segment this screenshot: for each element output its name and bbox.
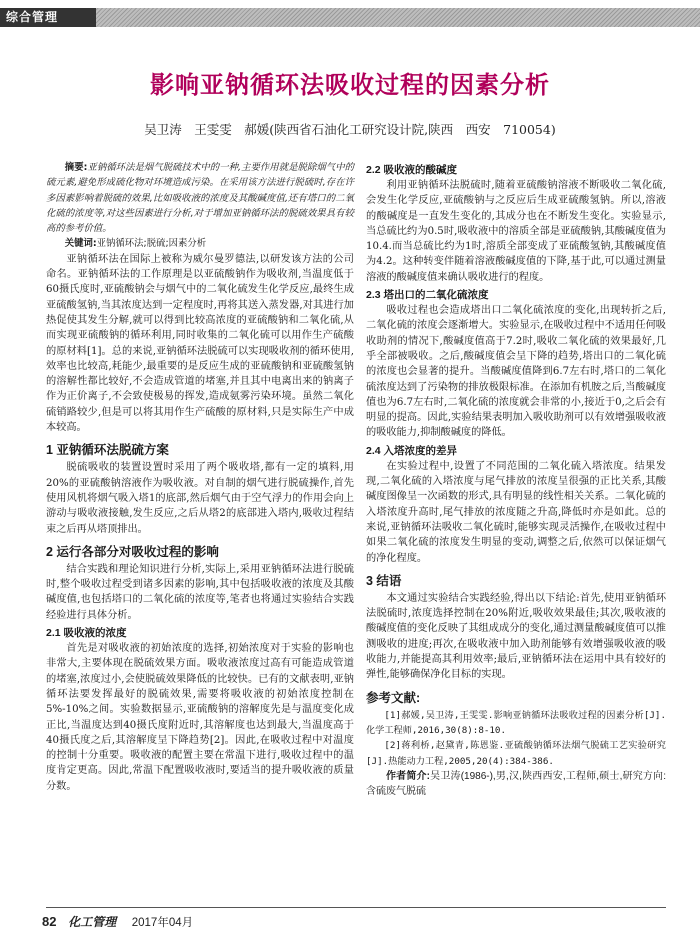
references-heading: 参考文献: [366,690,421,705]
section-3-text: 本文通过实验结合实践经验,得出以下结论:首先,使用亚钠循环法脱硫时,浓度选择控制在20%附近,吸收效果最佳;其次,吸收液的酸碱度值的变化反映了其组成成分的变化,通过测量酸碱度值可以推测吸收的进度;再次,在吸收液中加入助剂能够有效增强吸收液的吸收能力,并能提高其利用效率;最后,亚钠循环法在运用中具有较好的弹性,能够确保净化目标的实现。 [366,592,666,681]
author-note [366,769,666,800]
keywords [46,236,354,251]
section-1-heading: 1 亚钠循环法脱硫方案 [46,443,169,458]
abstract-text: 亚钠循环法是烟气脱硫技术中的一种,主要作用就是脱除烟气中的硫元素,避免形成硫化物对环境造成污染。在采用该方法进行脱硫时,存在许多因素影响着脱硫的效果,比如吸收液的浓度及其酸碱度值,还有塔口的二氧化硫的浓度等,对这些因素进行分析,对于增加亚钠循环法的脱硫效果具有较高的参考价值。 [46,162,354,235]
intro-paragraph: 亚钠循环法在国际上被称为威尔曼罗德法,以研发该方法的公司命名。亚钠循环法的工作原理是以亚硫酸钠作为吸收剂,当温度低于60摄氏度时,亚硫酸钠会与烟气中的二氧化硫发生化学反应,最终生成亚硫酸氢钠,当其浓度达到一定程度时,再将其送入蒸发器,对其进行加热促使其发生分解,就可以得到比较高浓度的亚硫酸钠和二氧化硫,从而实现亚硫酸钠的循环利用,同时收集的二氧化硫可以用作生产硫酸的原材料[1]。总的来说,亚钠循环法脱硫可以实现吸收剂的循环使用,效率也比较高,耗能少,最重要的是反应生成的亚硫酸钠和亚硫酸氢钠的溶解性都比较好,不会造成管道的堵塞,并且其中电离出来的钠离子作为正价离子,不会致使极易的挥发,造成氨雾污染环境。虽然二氧化硫销路较少,但是可以将其用作生产硫酸的原材料,只是实际生产中成本较高。 [46,253,354,434]
issue-date: 2017年04月 [131,917,194,929]
section-3-heading: 3 结语 [366,573,402,588]
abstract [46,160,354,236]
section-2-4-heading: 2.4 入塔浓度的差异 [366,444,458,457]
reference-list [366,708,666,769]
section-2-3-heading: 2.3 塔出口的二氧化硫浓度 [366,289,489,302]
reference-item: [1]郝媛,吴卫涛,王雯雯.影响亚钠循环法吸收过程的因素分析[J].化学工程师,2016,30(8):8-10. [366,709,666,736]
section-2-4-text: 在实验过程中,设置了不同范围的二氧化硫入塔浓度。结果发现,二氧化硫的入塔浓度与尾气排放的浓度呈很强的正比关系,其酸碱度图像呈一次函数的形式,具有明显的线性相关关系。二氧化硫的入塔浓度升高时,尾气排放的浓度随之升高,降低时亦是如此。总的来说,亚钠循环法吸收二氧化硫时,能够实现灵活操作,在吸收过程中如果二氧化硫的浓度发生明显的变动,调整之后,依然可以保证烟气的净化程度。 [366,460,666,564]
section-2-2-heading: 2.2 吸收液的酸碱度 [366,164,458,176]
section-2-text: 结合实践和理论知识进行分析,实际上,采用亚钠循环法进行脱硫时,整个吸收过程受到诸多因素的影响,其中包括吸收液的浓度及其酸碱度值,也包括塔口的二氧化硫的浓度等,笔者也将通过实验结合实践经验进行具体分析。 [46,563,354,621]
keywords-text: 亚钠循环法;脱硫;因素分析 [96,238,207,250]
section-2-1-heading: 2.1 吸收液的浓度 [46,627,127,640]
keywords-label: 关键词: [64,238,97,250]
abstract-label: 摘要: [64,162,88,173]
author-note-text: 吴卫涛(1986-),男,汉,陕西西安,工程师,硕士,研究方向:含硫废气脱硫 [366,770,666,798]
article-title: 影响亚钠循环法吸收过程的因素分析 [150,72,550,99]
reference-item: [2]蒋利桥,赵黛青,陈恩鉴.亚硫酸钠循环法烟气脱硫工艺实验研究[J].热能动力工程,2005,20(4):384-386. [366,740,666,767]
section-1-text: 脱硫吸收的装置设置时采用了两个吸收塔,都有一定的填料,用20%的亚硫酸钠溶液作为吸收液。对自制的烟气进行脱硫操作,首先使用风机将烟气吸入塔1的底部,然后烟气由于空气浮力的作用会向上游动与吸收液接触,发生反应,之后从塔2的底部进入塔内,吸收过程结束之后再从塔顶排出。 [46,462,354,535]
left-column [46,160,354,794]
page-footer [42,913,193,930]
section-2-heading: 2 运行各部分对吸收过程的影响 [46,544,219,559]
magazine-name: 化工管理 [68,915,117,929]
section-label: 综合管理 [0,8,96,27]
section-2-2-text: 利用亚钠循环法脱硫时,随着亚硫酸钠溶液不断吸收二氧化硫,会发生化学反应,亚硫酸钠与之反应后生成亚硫酸氢钠。所以,溶液的酸碱度是一直发生变化的,其成分也在不断发生变化。实验显示,当总硫比约为0.5时,吸收液中的溶质全部是亚硫酸钠,其酸碱度值为10.4.而当总硫比约为1时,溶质全部变成了亚硫酸氢钠,其酸碱度值为4.2。这种转变伴随着溶液酸碱度值的下降,基于此,可以通过测量溶液的酸碱度值来确认吸收进行的程度。 [366,180,666,283]
footer-rule [46,907,666,908]
article-authors: 吴卫涛 王雯雯 郝媛(陕西省石油化工研究设计院,陕西 西安 710054) [144,122,556,137]
section-2-3-text: 吸收过程也会造成塔出口二氧化硫浓度的变化,出现转折之后,二氧化硫的浓度会逐渐增大。实验显示,在吸收过程中不适用任何吸收助剂的情况下,酸碱度值高于7.2时,吸收二氧化硫的效果最好,几乎全部被吸收。之后,酸碱度值会呈下降的趋势,塔出口的二氧化硫的浓度也会显著的提升。当酸碱度值降到6.7左右时,塔口的二氧化硫浓度达到了污染物的排放极限标准。在添加有机胺之后,当酸碱度值也为6.7左右时,二氧化硫的浓度就会非常的小,接近于0,之后会有明显的提高。因此,实验结果表明加入吸收助剂可以有效增强吸收液的吸收能力,抑制酸碱度的降低。 [366,305,666,439]
right-column [366,160,666,799]
page-number: 82 [42,914,57,929]
author-note-label: 作者简介: [386,770,431,782]
section-2-1-text: 首先是对吸收液的初始浓度的选择,初始浓度对于实验的影响也非常大,主要体现在脱硫效果方面。吸收液浓度过高有可能造成管道的堵塞,浓度过小,会使脱硫效果降低的比较快。已有的文献表明,亚钠循环法要发挥最好的脱硫效果,需要将吸收液的初始浓度控制在5%-10%之间。实验数据显示,亚硫酸钠的溶解度先是与温度变化成正比,当温度达到40摄氏度附近时,其溶解度也达到最大,当温度高于40摄氏度之后,其溶解度呈下降趋势[2]。因此,在吸收过程中对温度的控制十分重要。吸收液的配置主要在常温下进行,吸收过程中的温度肯定更高。因此,常温下配置吸收液时,要适当的提升吸收液的质量分数。 [46,643,354,792]
section-banner [0,8,700,27]
